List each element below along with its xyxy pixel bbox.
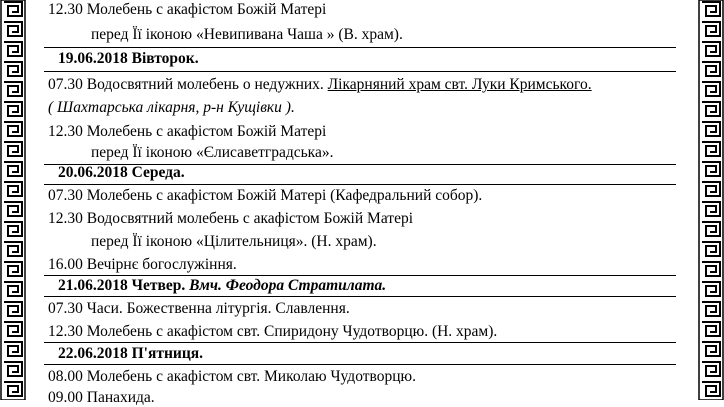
entry-time: 07.30 bbox=[48, 187, 83, 204]
schedule-entry bbox=[48, 76, 592, 94]
separator-line bbox=[44, 296, 676, 297]
right-greek-key-border bbox=[698, 0, 724, 400]
date: 21.06.2018 bbox=[58, 277, 128, 294]
schedule-entry-continuation bbox=[91, 233, 377, 251]
left-greek-key-border bbox=[0, 0, 26, 400]
entry-text: Молебень с акафістом свт. Миколаю Чудотворцю. bbox=[86, 368, 416, 385]
date-heading bbox=[58, 50, 199, 68]
separator-line bbox=[44, 184, 676, 185]
schedule-entry-continuation bbox=[91, 26, 403, 44]
schedule-entry bbox=[48, 187, 482, 205]
entry-text: перед Її іконою «Невипивана Чаша » (В. храм). bbox=[91, 26, 403, 43]
saint-name: Вмч. Феодора Стратилата. bbox=[189, 277, 387, 294]
weekday: Середа. bbox=[131, 164, 185, 181]
date-heading bbox=[58, 277, 386, 295]
schedule-entry bbox=[48, 256, 237, 274]
hospital-church-link: Лікарняний храм свт. Луки Кримського. bbox=[327, 76, 592, 93]
weekday: П'ятниця. bbox=[131, 345, 204, 362]
weekday: Вівторок. bbox=[131, 50, 199, 67]
entry-time: 12.30 bbox=[48, 323, 83, 340]
entry-time: 09.00 bbox=[48, 389, 83, 406]
separator-line bbox=[44, 342, 676, 343]
schedule-entry-continuation bbox=[91, 144, 333, 162]
entry-time: 08.00 bbox=[48, 368, 83, 385]
entry-text: перед Її іконою «Цілительниця». (Н. храм). bbox=[91, 233, 377, 250]
weekday: Четвер. bbox=[131, 277, 186, 294]
date: 20.06.2018 bbox=[58, 164, 128, 181]
schedule-content bbox=[48, 0, 673, 406]
entry-time: 16.00 bbox=[48, 256, 83, 273]
schedule-entry bbox=[48, 389, 155, 407]
separator-line bbox=[44, 47, 676, 48]
date-heading bbox=[58, 164, 185, 182]
schedule-entry bbox=[48, 300, 350, 318]
entry-text: Вечірнє богослужіння. bbox=[86, 256, 237, 273]
schedule-entry bbox=[48, 210, 413, 228]
schedule-entry bbox=[48, 123, 326, 141]
entry-text: Водосвятний молебень с акафістом Божій Матері bbox=[86, 210, 414, 227]
entry-time: 12.30 bbox=[48, 123, 83, 140]
entry-text: Молебень с акафістом Божій Матері bbox=[86, 123, 327, 140]
separator-line bbox=[44, 364, 676, 365]
date: 19.06.2018 bbox=[58, 50, 128, 67]
schedule-entry bbox=[48, 368, 416, 386]
entry-text: Молебень с акафістом Божій Матері (Кафедральний собор). bbox=[86, 187, 483, 204]
entry-time: 07.30 bbox=[48, 76, 83, 93]
entry-text: ( Шахтарська лікарня, р-н Кущівки ). bbox=[48, 99, 295, 116]
date-heading bbox=[58, 345, 203, 363]
entry-time: 12.30 bbox=[48, 1, 83, 18]
schedule-entry bbox=[48, 1, 326, 19]
date: 22.06.2018 bbox=[58, 345, 128, 362]
entry-time: 12.30 bbox=[48, 210, 83, 227]
entry-text: Молебень с акафістом свт. Спиридону Чудотворцю. (Н. храм). bbox=[86, 323, 498, 340]
entry-text: Часи. Божественна літургія. Славлення. bbox=[86, 300, 350, 317]
entry-time: 07.30 bbox=[48, 300, 83, 317]
schedule-entry-continuation bbox=[48, 99, 295, 117]
entry-text: Молебень с акафістом Божій Матері bbox=[86, 1, 327, 18]
entry-text: Панахида. bbox=[86, 389, 155, 406]
entry-text: Водосвятний молебень о недужних. bbox=[86, 76, 324, 93]
separator-line bbox=[44, 275, 676, 276]
schedule-entry bbox=[48, 323, 497, 341]
separator-line bbox=[44, 71, 676, 72]
entry-text: перед Її іконою «Єлисаветградська». bbox=[91, 144, 334, 161]
